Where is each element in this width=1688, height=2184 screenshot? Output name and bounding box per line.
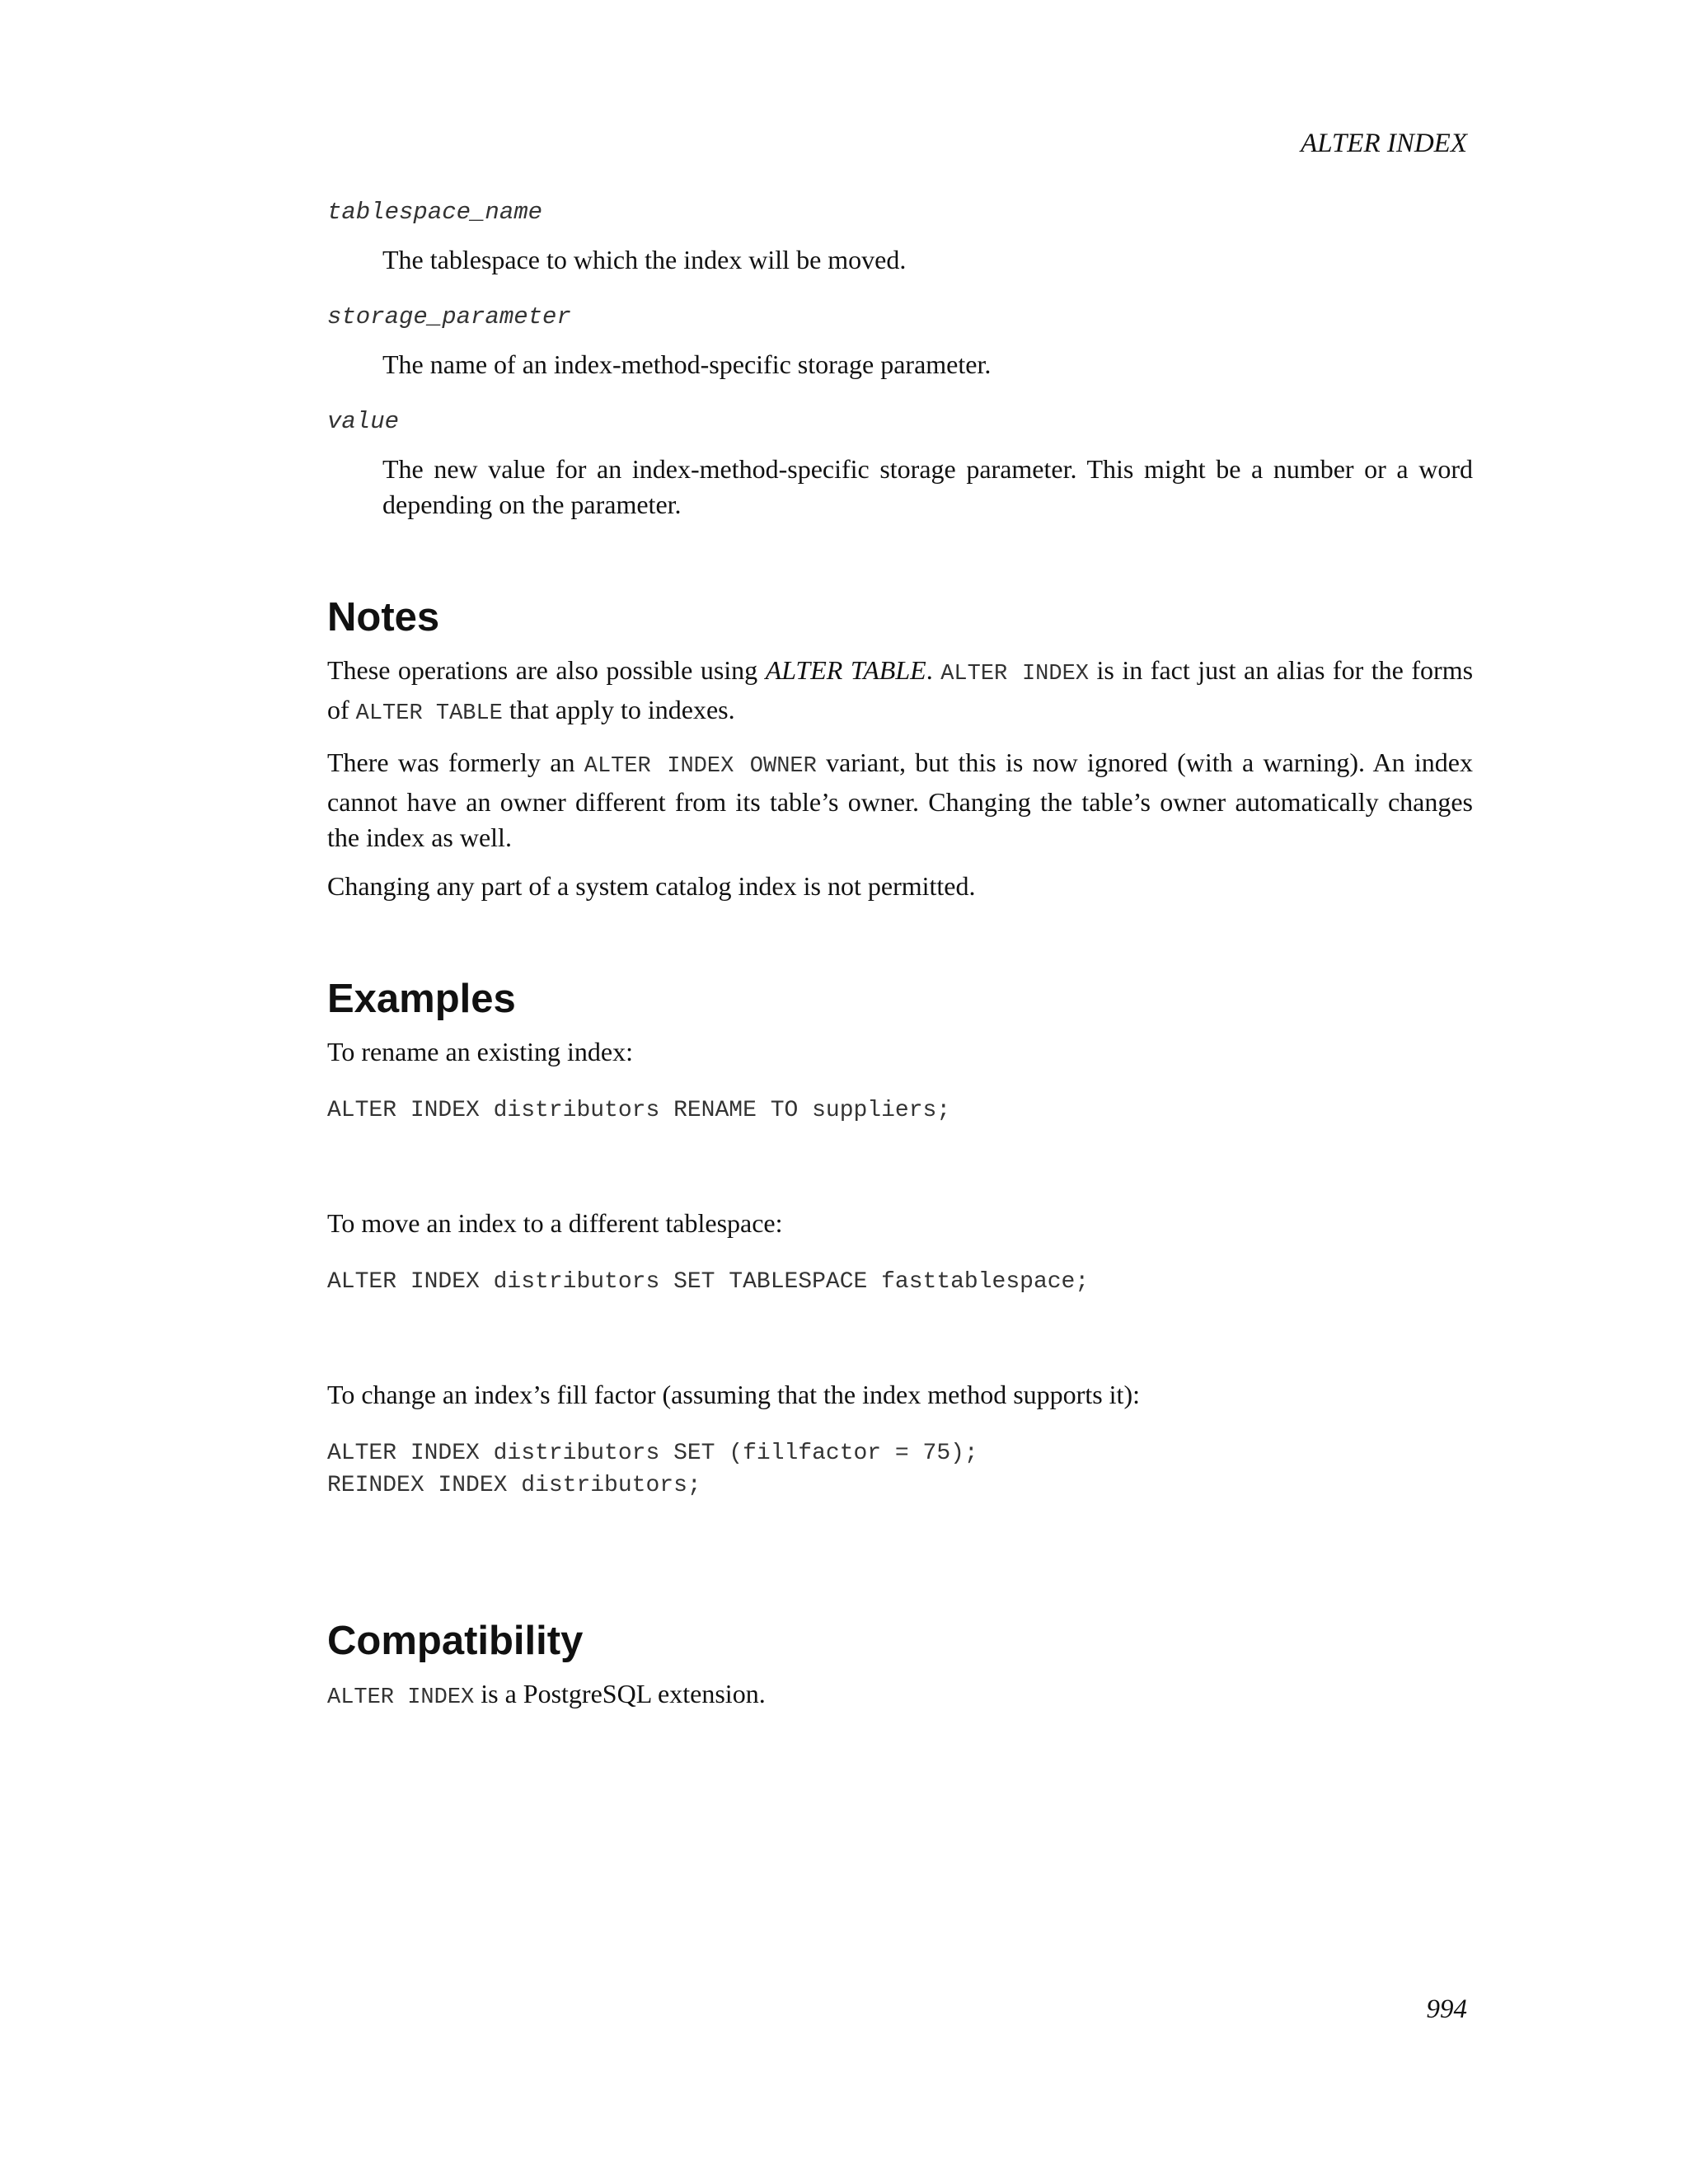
spacer [327,1127,1473,1206]
compatibility-heading: Compatibility [327,1619,584,1663]
example-item [327,1206,1473,1377]
code-block: ALTER INDEX distributors SET TABLESPACE fasttablespace; [327,1269,1090,1295]
inline-code: ALTER INDEX OWNER [584,754,817,779]
text-run: is a PostgreSQL extension. [474,1679,766,1708]
inline-code: ALTER INDEX [940,662,1089,687]
example-intro: To change an index’s fill factor (assuming that the index method supports it): [327,1380,1140,1409]
inline-code: ALTER TABLE [355,701,503,726]
text-run: These operations are also possible using [327,655,766,685]
compatibility-paragraph [327,1676,1473,1716]
text-run: is in fact just an alias for the forms of [327,655,1474,724]
examples-heading: Examples [327,977,516,1021]
italic-command-name: ALTER TABLE [765,655,926,685]
notes-paragraph: Changing any part of a system catalog index is not permitted. [327,871,976,901]
parameter-description: The name of an index-method-specific storage parameter. [382,349,992,379]
parameter-list [327,196,1473,523]
code-block: ALTER INDEX distributors RENAME TO suppliers; [327,1098,951,1123]
spacer [327,1298,1473,1377]
parameter-description: The new value for an index-method-specific storage parameter. This might be a number or a word depending on the parameter. [382,454,1473,519]
example-item [327,1034,1473,1206]
parameter-term: value [327,408,400,435]
code-block: ALTER INDEX distributors SET (fillfactor = 75); REINDEX INDEX distributors; [327,1441,978,1498]
text-run: There was formerly an [327,748,584,777]
text-run: . [926,655,941,685]
notes-paragraph [327,653,1473,732]
page-content [327,196,1473,1729]
notes-paragraph [327,745,1473,855]
example-item [327,1377,1473,1502]
text-run: that apply to indexes. [502,695,735,724]
inline-code: ALTER INDEX [327,1685,475,1710]
page-number: 994 [1426,1994,1467,2024]
example-intro: To rename an existing index: [327,1037,633,1066]
text-run: variant, but this is now ignored (with a warning). An index cannot have an owner different from its table’s owner. Changing the table’s owner automatically changes the index as well. [327,748,1474,852]
running-header: ALTER INDEX [1301,129,1467,158]
parameter-term: storage_parameter [327,303,571,330]
parameter-description: The tablespace to which the index will be moved. [382,245,907,274]
parameter-term: tablespace_name [327,199,543,226]
example-intro: To move an index to a different tablespace: [327,1208,783,1238]
notes-heading: Notes [327,595,440,640]
